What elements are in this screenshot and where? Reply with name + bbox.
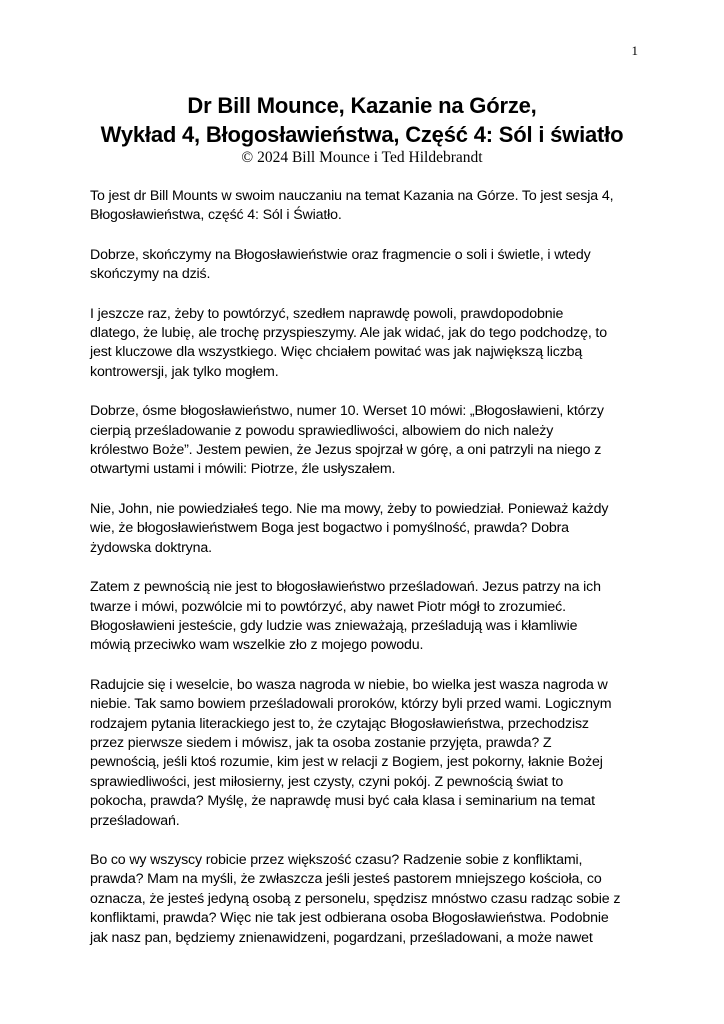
- text-line: konfliktami, prawda? Więc nie tak jest odbierana osoba Błogosławieństwa. Podobnie: [90, 910, 609, 927]
- text-line: To jest dr Bill Mounts w swoim nauczaniu na temat Kazania na Górze. To jest sesja 4,: [90, 188, 614, 204]
- document-body: [90, 187, 650, 968]
- text-line: królestwo Boże”. Jestem pewien, że Jezus spojrzał w górę, a oni patrzyli na niego z: [90, 442, 602, 459]
- text-line: Dobrze, ósme błogosławieństwo, numer 10. Werset 10 mówi: „Błogosławieni, którzy: [90, 403, 604, 420]
- text-line: kontrowersji, jak tylko mogłem.: [90, 363, 279, 380]
- paragraph: [90, 305, 650, 383]
- text-line: skończymy na dziś.: [90, 266, 211, 283]
- text-line: I jeszcze raz, żeby to powtórzyć, szedłem naprawdę powoli, prawdopodobnie: [90, 305, 564, 322]
- paragraph: [90, 578, 650, 656]
- document-title: [60, 91, 664, 149]
- text-line: twarze i mówi, pozwólcie mi to powtórzyć, aby nawet Piotr mógł to zrozumieć.: [90, 598, 566, 615]
- text-line: mówią przeciwko wam wszelkie zło z mojego powodu.: [90, 637, 424, 654]
- page-number: 1: [631, 43, 638, 58]
- text-line: prześladowań.: [90, 812, 180, 829]
- title-line: Dr Bill Mounce, Kazanie na Górze,: [187, 93, 537, 118]
- paragraph: [90, 246, 650, 285]
- text-line: Bo co wy wszyscy robicie przez większość czasu? Radzenie sobie z konfliktami,: [90, 851, 583, 868]
- text-line: prawda? Mam na myśli, że zwłaszcza jeśli jesteś pastorem mniejszego kościoła, co: [90, 871, 602, 888]
- paragraph: [90, 500, 650, 558]
- text-line: wie, że błogosławieństwem Boga jest bogactwo i pomyślność, prawda? Dobra: [90, 520, 569, 537]
- paragraph: [90, 402, 650, 480]
- paragraph: [90, 676, 650, 831]
- text-line: jest kluczowe dla wszystkiego. Więc chciałem powitać was jak największą liczbą: [90, 344, 583, 361]
- text-line: żydowska doktryna.: [90, 539, 212, 556]
- text-line: cierpią prześladowanie z powodu sprawiedliwości, albowiem do nich należy: [90, 422, 554, 439]
- text-line: Błogosławieni jesteście, gdy ludzie was znieważają, prześladują was i kłamliwie: [90, 617, 578, 634]
- paragraph: [90, 187, 650, 226]
- text-line: Radujcie się i weselcie, bo wasza nagroda w niebie, bo wielka jest wasza nagroda w: [90, 676, 608, 693]
- text-line: pokocha, prawda? Myślę, że naprawdę musi być cała klasa i seminarium na temat: [90, 793, 595, 810]
- text-line: sprawiedliwości, jest miłosierny, jest czysty, czyni pokój. Z pewnością świat to: [90, 773, 564, 790]
- text-line: dlatego, że lubię, ale trochę przyspieszymy. Ale jak widać, jak do tego podchodzę, to: [90, 325, 607, 342]
- text-line: niebie. Tak samo bowiem prześladowali proroków, którzy byli przed wami. Logicznym: [90, 696, 612, 713]
- text-line: otwartymi ustami i mówili: Piotrze, źle usłyszałem.: [90, 461, 396, 478]
- text-line: Nie, John, nie powiedziałeś tego. Nie ma mowy, żeby to powiedział. Ponieważ każdy: [90, 500, 609, 517]
- text-line: jak nasz pan, będziemy znienawidzeni, pogardzani, prześladowani, a może nawet: [90, 929, 593, 946]
- text-line: pewnością, jeśli ktoś rozumie, kim jest w relacji z Bogiem, jest pokorny, łaknie Bożej: [90, 754, 603, 771]
- text-line: Dobrze, skończymy na Błogosławieństwie oraz fragmencie o soli i świetle, i wtedy: [90, 246, 591, 263]
- text-line: Błogosławieństwa, część 4: Sól i Światło.: [90, 207, 342, 224]
- paragraph: [90, 851, 650, 948]
- text-line: Zatem z pewnością nie jest to błogosławieństwo prześladowań. Jezus patrzy na ich: [90, 579, 601, 596]
- copyright-notice: © 2024 Bill Mounce i Ted Hildebrandt: [241, 149, 483, 166]
- text-line: przez pierwsze siedem i mówisz, jak ta osoba zostanie przyjęta, prawda? Z: [90, 734, 552, 751]
- title-line: Wykład 4, Błogosławieństwa, Część 4: Sól i światło: [100, 122, 624, 147]
- text-line: oznacza, że jesteś jedyną osobą z personelu, spędzisz mnóstwo czasu radząc sobie z: [90, 890, 621, 907]
- text-line: rodzajem pytania literackiego jest to, że czytając Błogosławieństwa, przechodzisz: [90, 715, 589, 732]
